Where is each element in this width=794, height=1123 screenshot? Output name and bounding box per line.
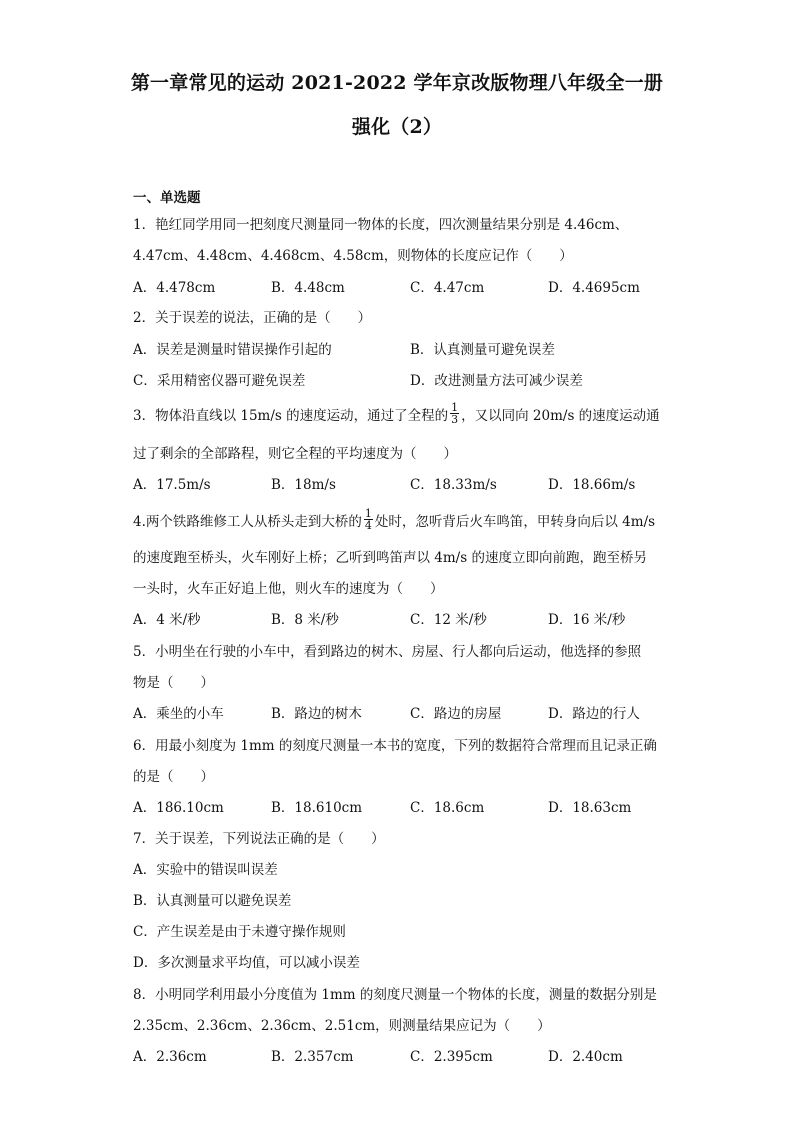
q8-option-c: C．2.395cm — [410, 1049, 493, 1065]
q4-option-c: C．12 米/秒 — [410, 612, 487, 628]
q5-stem-line2: 物是（ ） — [133, 675, 214, 691]
q5-option-a: A．乘坐的小车 — [133, 706, 224, 722]
q3-fraction-numerator: 1 — [451, 401, 459, 414]
q4-fraction — [364, 508, 373, 531]
q3-fraction — [450, 402, 459, 425]
q7-stem-line1: 7．关于误差，下列说法正确的是（ ） — [133, 831, 385, 847]
q4-fraction-numerator: 1 — [364, 507, 372, 520]
q4-stem-line3: 一头时，火车正好追上他，则火车的速度为（ ） — [133, 581, 444, 597]
q7-option-b: B．认真测量可以避免误差 — [133, 893, 292, 909]
q3-stem-text-b: ，又以同向 20m/s 的速度运动通 — [461, 408, 660, 424]
q8-option-b: B．2.357cm — [271, 1049, 354, 1065]
q4-option-d: D．16 米/秒 — [548, 612, 626, 628]
q1-option-b: B．4.48cm — [271, 280, 345, 296]
q4-stem-text-b: 处时，忽听背后火车鸣笛，甲转身向后以 4m/s — [374, 514, 656, 530]
q6-option-b: B．18.610cm — [271, 800, 363, 816]
q7-option-d: D．多次测量求平均值，可以减小误差 — [133, 955, 360, 971]
q5-stem-line1: 5．小明坐在行驶的小车中，看到路边的树木、房屋、行人都向后运动，他选择的参照 — [133, 644, 642, 660]
page-title: 第一章常见的运动 2021-2022 学年京改版物理八年级全一册 — [130, 72, 664, 94]
q2-option-a: A．误差是测量时错误操作引起的 — [133, 342, 332, 358]
q8-option-a: A．2.36cm — [133, 1049, 207, 1065]
q1-option-a: A．4.478cm — [133, 280, 216, 296]
q2-option-b: B．认真测量可避免误差 — [410, 342, 555, 358]
q1-option-d: D．4.4695cm — [548, 280, 640, 296]
q2-option-d: D．改进测量方法可减少误差 — [410, 373, 583, 389]
q7-option-c: C．产生误差是由于未遵守操作规则 — [133, 924, 346, 940]
q5-option-b: B．路边的树木 — [271, 706, 362, 722]
q3-stem-line1 — [133, 401, 660, 428]
q5-option-d: D．路边的行人 — [548, 706, 640, 722]
q4-stem-line2: 的速度跑至桥头，火车刚好上桥；乙听到鸣笛声以 4m/s 的速度立即向前跑，跑至桥另 — [133, 550, 647, 566]
q1-stem-line2: 4.47cm、4.48cm、4.468cm、4.58cm，则物体的长度应记作（ ） — [133, 248, 573, 264]
q4-stem-line1 — [133, 507, 656, 534]
q4-fraction-denominator: 4 — [364, 519, 372, 532]
q3-stem-line2: 过了剩余的全部路程，则它全程的平均速度为（ ） — [133, 446, 457, 462]
q4-stem-text-a: 4.两个铁路维修工人从桥头走到大桥的 — [133, 514, 362, 530]
q4-option-b: B．8 米/秒 — [271, 612, 339, 628]
q3-option-c: C．18.33m/s — [410, 477, 497, 493]
page-subtitle: 强化（2） — [351, 116, 443, 138]
q5-option-c: C．路边的房屋 — [410, 706, 502, 722]
section-heading: 一、单选题 — [133, 190, 201, 206]
q2-option-c: C．采用精密仪器可避免误差 — [133, 373, 306, 389]
q6-option-d: D．18.63cm — [548, 800, 632, 816]
q1-option-c: C．4.47cm — [410, 280, 485, 296]
q2-stem-line1: 2．关于误差的说法，正确的是（ ） — [133, 310, 372, 326]
q1-stem-line1: 1．艳红同学用同一把刻度尺测量同一物体的长度，四次测量结果分别是 4.46cm、 — [133, 217, 629, 233]
q3-option-b: B．18m/s — [271, 477, 336, 493]
q3-stem-text-a: 3．物体沿直线以 15m/s 的速度运动，通过了全程的 — [133, 408, 449, 424]
q3-option-d: D．18.66m/s — [548, 477, 636, 493]
q6-option-a: A．186.10cm — [133, 800, 224, 816]
q6-option-c: C．18.6cm — [410, 800, 485, 816]
q8-option-d: D．2.40cm — [548, 1049, 623, 1065]
q8-stem-line1: 8．小明同学利用最小分度值为 1mm 的刻度尺测量一个物体的长度，测量的数据分别是 — [133, 987, 657, 1003]
q8-stem-line2: 2.35cm、2.36cm、2.36cm、2.51cm，则测量结果应记为（ ） — [133, 1018, 551, 1034]
q6-stem-line1: 6．用最小刻度为 1mm 的刻度尺测量一本书的宽度，下列的数据符合常理而且记录正确 — [133, 738, 657, 754]
q7-option-a: A．实验中的错误叫误差 — [133, 862, 278, 878]
q3-option-a: A．17.5m/s — [133, 477, 211, 493]
q4-option-a: A．4 米/秒 — [133, 612, 201, 628]
q6-stem-line2: 的是（ ） — [133, 769, 214, 785]
q3-fraction-denominator: 3 — [451, 413, 459, 426]
